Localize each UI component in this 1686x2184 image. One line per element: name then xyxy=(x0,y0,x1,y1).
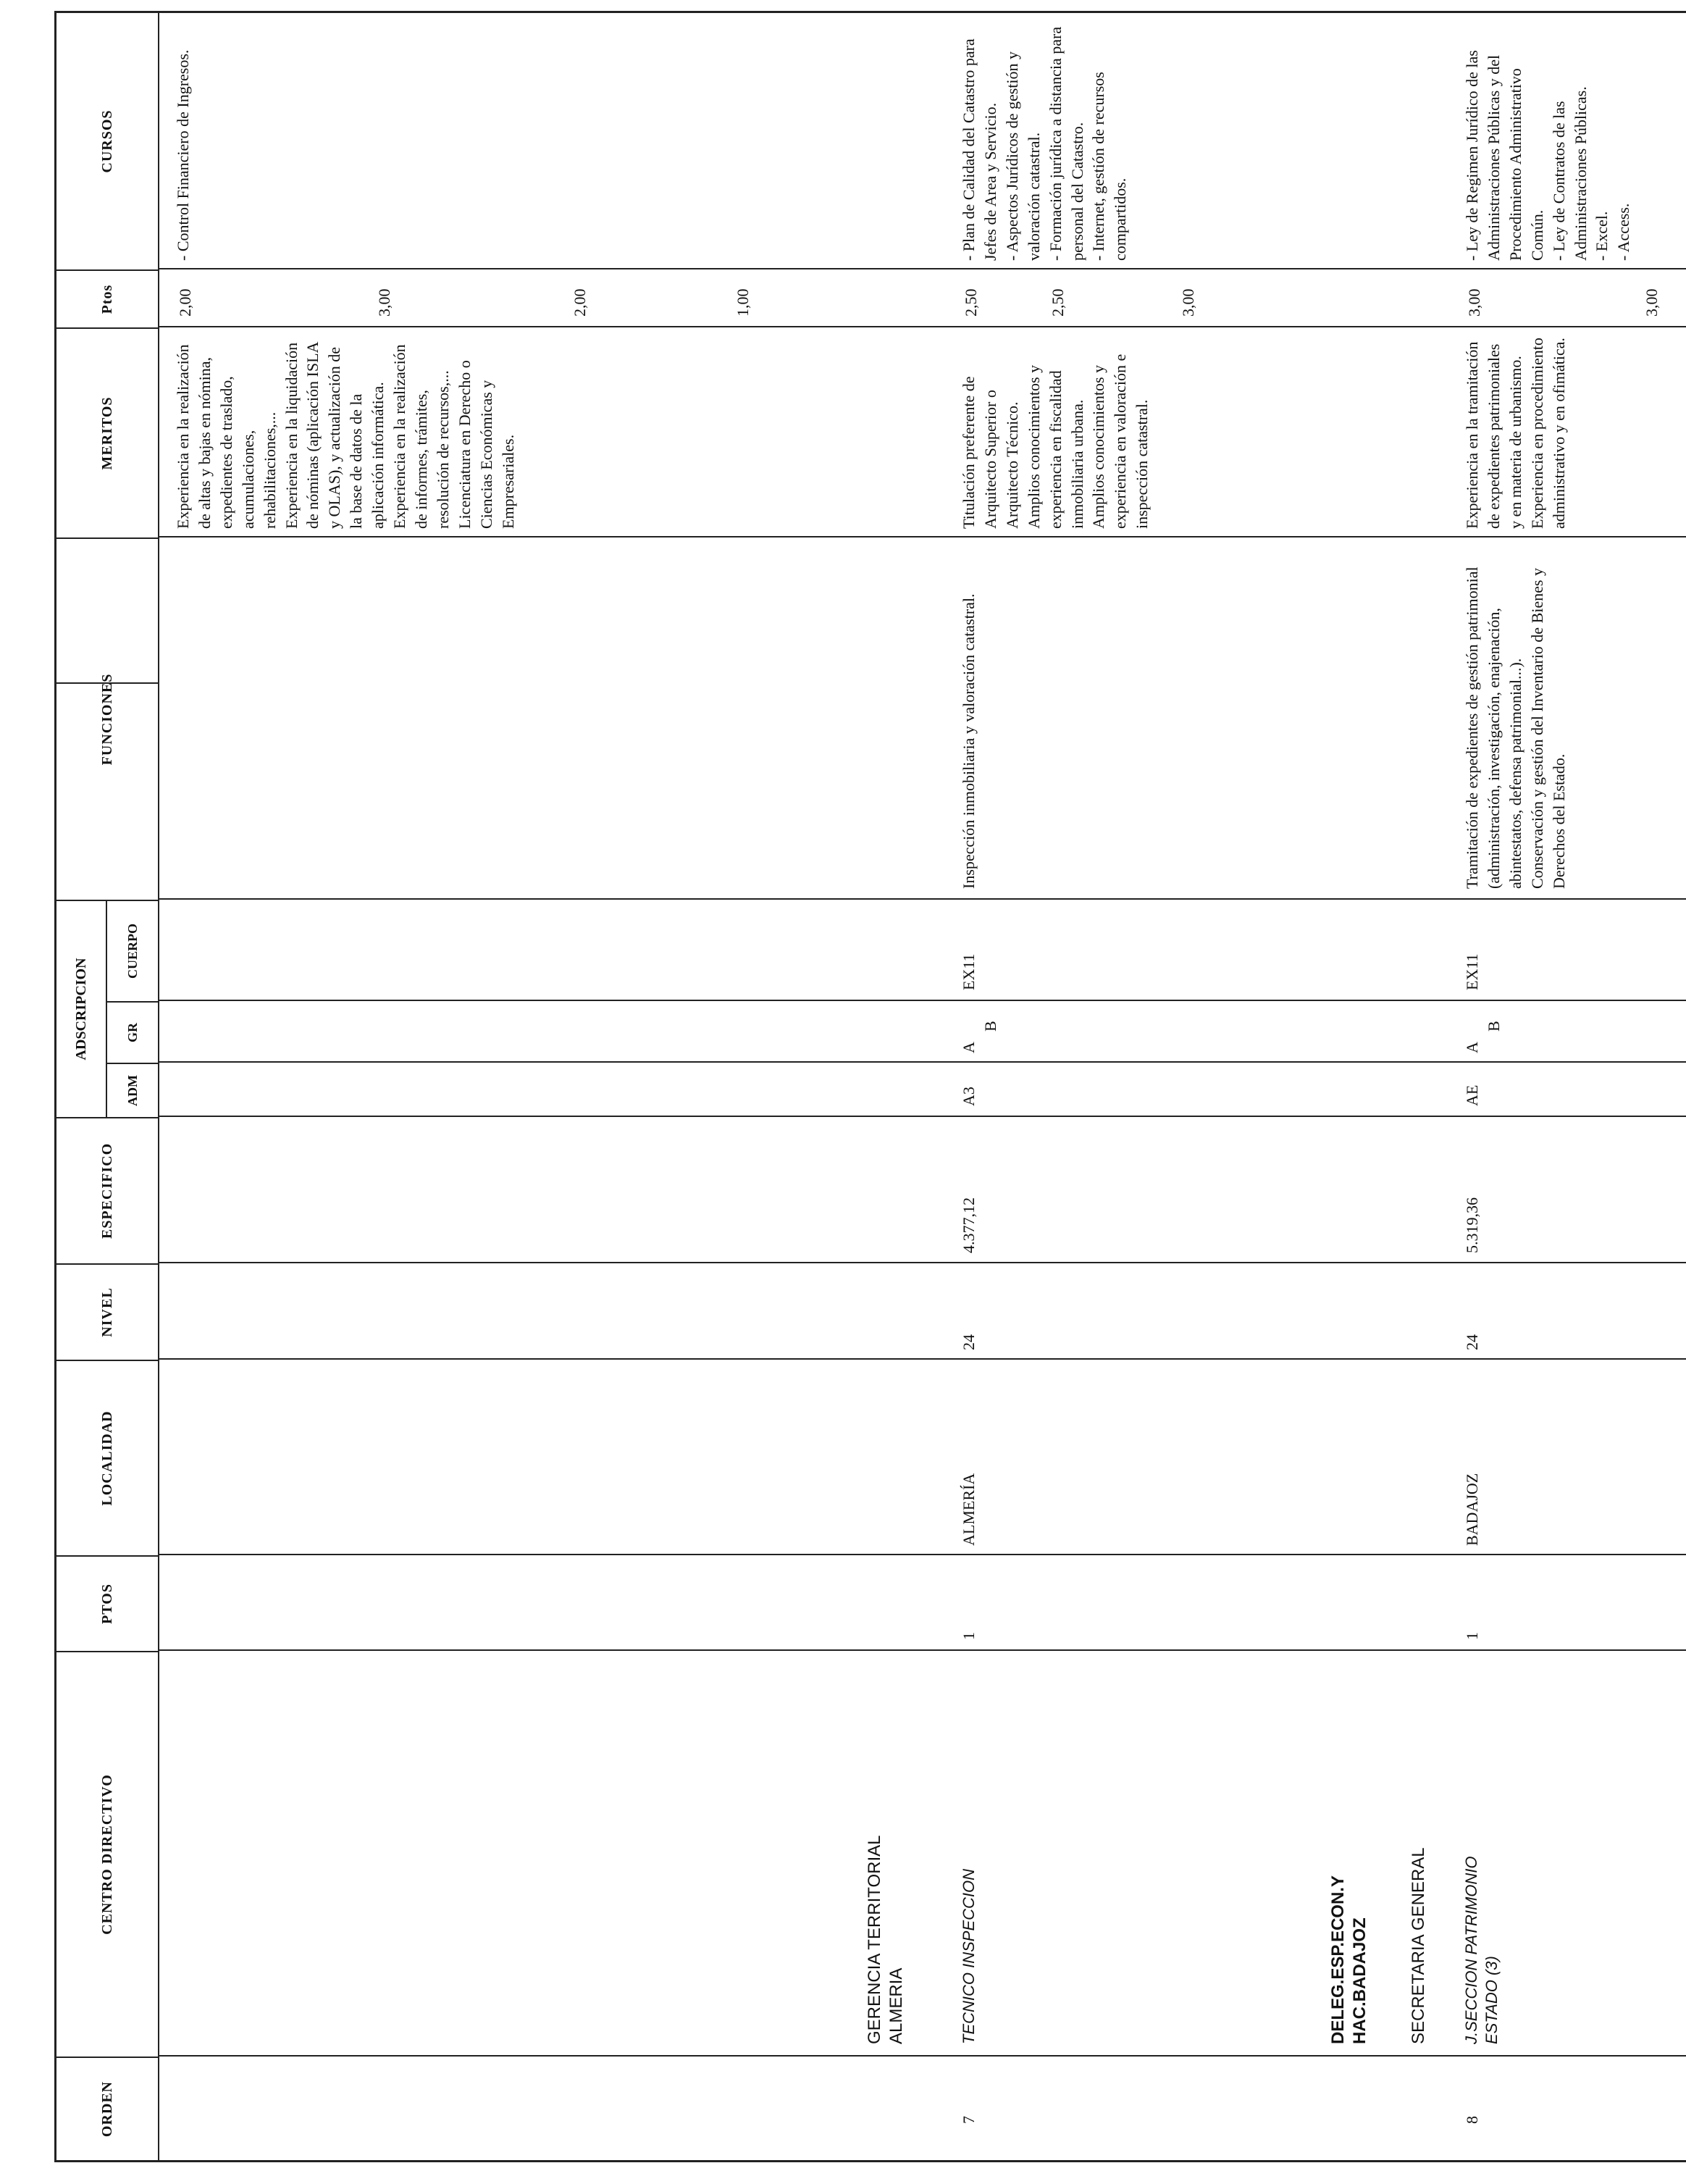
centro-header xyxy=(864,1668,907,2044)
carryover-cursos xyxy=(172,29,194,261)
merito-item: Titulación preferente de Arquitecto Superior o Arquitecto Técnico. xyxy=(960,376,1021,529)
adm-value: A3 xyxy=(960,1087,978,1106)
merito-points: 1,00 xyxy=(734,288,752,317)
cuerpo-value: EX11 xyxy=(1463,953,1481,990)
merito-points: 3,00 xyxy=(1179,288,1197,317)
localidad-value: ALMERÍA xyxy=(960,1473,978,1546)
header-localidad: LOCALIDAD xyxy=(56,1360,158,1555)
header-meritos: MERITOS xyxy=(56,327,158,537)
carryover-meritos xyxy=(172,340,519,529)
puesto-line: J.SECCION PATRIMONIO xyxy=(1462,1856,1480,2044)
cuerpo-value: EX11 xyxy=(960,953,978,990)
gr-value xyxy=(958,1021,1002,1053)
header-adscripcion: ADSCRIPCION xyxy=(56,900,107,1117)
merito-points: 2,50 xyxy=(1049,288,1067,317)
col-divider xyxy=(158,268,1686,269)
merito-item: Amplios conocimientos y experiencia en fiscalidad inmobiliaria urbana. xyxy=(1024,364,1086,529)
merito-item: Licenciatura en Derecho o Ciencias Económicas y Empresariales. xyxy=(455,360,517,529)
curso-item: - Ley de Contratos de las Administraciones Públicas. xyxy=(1549,86,1590,261)
header-ptos-merito: Ptos xyxy=(56,269,158,327)
col-divider xyxy=(158,326,1686,327)
header-cursos: CURSOS xyxy=(98,109,115,173)
puesto-title xyxy=(1461,1668,1501,2044)
header-nivel: NIVEL xyxy=(56,1263,158,1360)
merito-item: Experiencia en la liquidación de nóminas (aplicación ISLA y OLAS), y actualización de la base de datos de la aplicación informática. xyxy=(282,342,387,529)
col-divider xyxy=(158,1262,1686,1263)
gr-line: B xyxy=(981,1021,999,1032)
merito-points: 3,00 xyxy=(375,288,393,317)
gr-line: A xyxy=(960,1042,978,1053)
especifico-value: 4.377,12 xyxy=(960,1197,978,1253)
merito-points: 3,00 xyxy=(1643,288,1661,317)
col-divider xyxy=(158,1000,1686,1001)
merito-points: 2,00 xyxy=(176,288,194,317)
centro-header-line: GERENCIA TERRITORIAL xyxy=(865,1835,884,2044)
orden-number: 7 xyxy=(960,2116,978,2124)
merito-item: Experiencia en la realización de informes, trámites, resolución de recursos,... xyxy=(390,344,452,529)
curso-item: - Ley de Regimen Jurídico de las Administraciones Públicas y del Procedimiento Administrativo Común. xyxy=(1463,50,1546,261)
header-funciones: FUNCIONES xyxy=(56,537,158,900)
merito-item: Experiencia en la tramitación de expedientes patrimoniales y en materia de urbanismo. xyxy=(1463,341,1524,529)
curso-item: - Access. xyxy=(1614,203,1633,261)
col-divider xyxy=(158,898,1686,900)
funcion-item: Tramitación de expedientes de gestión patrimonial (administración, investigación, enajenación, abintestatos, defensa patrimonial...). xyxy=(1463,566,1524,889)
merito-item: Experiencia en la realización de altas y bajas en nómina, expedientes de traslado, acumulaciones, rehabilitaciones,... xyxy=(174,344,279,529)
gr-value xyxy=(1461,1021,1505,1053)
col-divider xyxy=(158,1554,1686,1555)
centro-header xyxy=(1328,1668,1371,2044)
centro-header-line: DELEG.ESP.ECON.Y xyxy=(1328,1875,1348,2044)
meritos-list xyxy=(958,333,1153,529)
col-divider xyxy=(158,1116,1686,1117)
col-divider xyxy=(158,1649,1686,1651)
merito-points: 2,00 xyxy=(571,288,589,317)
col-divider xyxy=(158,1061,1686,1063)
curso-item: - Internet, gestión de recursos compartidos. xyxy=(1089,72,1130,261)
puesto-line: ESTADO (3) xyxy=(1482,1956,1501,2044)
gr-line: A xyxy=(1463,1042,1481,1053)
col-divider xyxy=(158,536,1686,537)
meritos-list xyxy=(1461,333,1570,529)
rotated-table-sheet xyxy=(54,11,1686,2162)
nivel-value: 24 xyxy=(1463,1334,1481,1350)
especifico-value: 5.319,36 xyxy=(1463,1197,1481,1253)
header-especifico: ESPECIFICO xyxy=(56,1117,158,1263)
col-divider xyxy=(158,2055,1686,2057)
funciones-text xyxy=(1461,548,1570,889)
nivel-value: 24 xyxy=(960,1334,978,1350)
ptos-value: 1 xyxy=(1463,1632,1481,1640)
cursos-list xyxy=(958,22,1131,261)
header-gr: GR xyxy=(107,1001,158,1063)
curso-item: - Excel. xyxy=(1593,211,1611,261)
orden-number: 8 xyxy=(1463,2116,1481,2124)
merito-points: 3,00 xyxy=(1465,288,1483,317)
gr-line: B xyxy=(1484,1021,1503,1032)
centro-header-line: HAC.BADAJOZ xyxy=(1350,1917,1370,2044)
merito-points: 2,50 xyxy=(962,288,980,317)
header-centro-directivo: CENTRO DIRECTIVO xyxy=(56,1651,158,2057)
ptos-value: 1 xyxy=(960,1632,978,1640)
adm-value: AE xyxy=(1463,1084,1481,1106)
cursos-list xyxy=(1461,22,1635,261)
curso-item: - Formación jurídica a distancia para personal del Catastro. xyxy=(1046,26,1086,261)
merito-item: Amplios conocimientos y experiencia en valoración e inspección catastral. xyxy=(1089,353,1152,529)
centro-sub: SECRETARIA GENERAL xyxy=(1409,1847,1428,2044)
curso-item: - Control Financiero de Ingresos. xyxy=(174,49,192,261)
curso-item: - Plan de Calidad del Catastro para Jefes de Area y Servicio. xyxy=(960,38,999,261)
funcion-item: Conservación y gestión del Inventario de Bienes y Derechos del Estado. xyxy=(1527,568,1568,889)
header-cuerpo: CUERPO xyxy=(107,900,158,1001)
header-divider xyxy=(158,13,159,2160)
merito-item: Experiencia en procedimiento administrativo y en ofimática. xyxy=(1527,338,1568,529)
puesto-title: TECNICO INSPECCION xyxy=(960,1868,978,2044)
localidad-value: BADAJOZ xyxy=(1463,1473,1481,1546)
centro-header-line: ALMERIA xyxy=(886,1967,906,2044)
funciones-text: Inspección inmobiliaria y valoración catastral. xyxy=(960,593,978,889)
header-adm: ADM xyxy=(107,1063,158,1117)
col-divider xyxy=(158,1358,1686,1360)
header-ptos: PTOS xyxy=(56,1555,158,1651)
header-orden: ORDEN xyxy=(56,2057,158,2160)
curso-item: - Aspectos Jurídicos de gestión y valoración catastral. xyxy=(1002,51,1043,261)
